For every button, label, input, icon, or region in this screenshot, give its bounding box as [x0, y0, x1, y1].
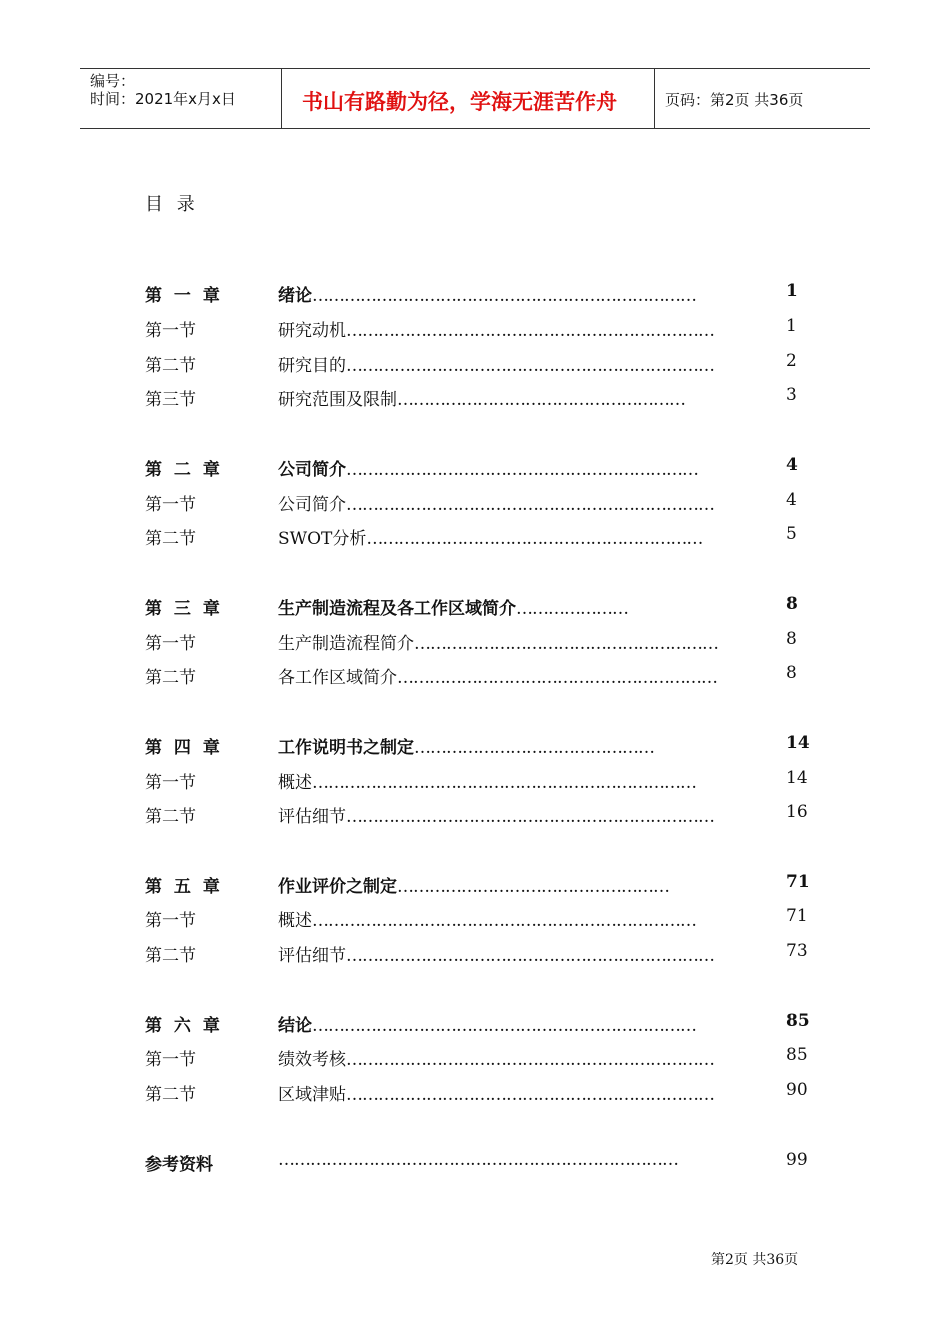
toc-dot-leader: …………………………………………………………… — [346, 356, 714, 376]
toc-page-number: 85 — [786, 1045, 808, 1065]
toc-entry-label: 第 五 章 — [145, 877, 220, 897]
toc-page-number: 3 — [786, 385, 797, 405]
toc-dot-leader: ……………………………………………………………… — [312, 773, 696, 793]
toc-dot-leader: ……………………………………… — [414, 738, 654, 758]
toc-entry-title — [278, 316, 714, 341]
toc-entry-title — [278, 455, 698, 480]
toc-dot-leader: …………………………………………………………… — [346, 495, 714, 515]
toc-entry-label: 第二节 — [145, 529, 196, 549]
toc-dot-leader: ………………………………………………………………… — [278, 1150, 678, 1170]
toc-entry-label: 第二节 — [145, 668, 196, 688]
toc-page-number: 1 — [786, 316, 797, 336]
toc-entry-title — [278, 1045, 714, 1070]
toc-dot-leader: ……………………………………………… — [397, 390, 685, 410]
toc-entry-title — [278, 385, 685, 410]
toc-entry-label: 第一节 — [145, 321, 196, 341]
toc-section-row[interactable] — [0, 1045, 950, 1071]
toc-section-row[interactable] — [0, 941, 950, 967]
toc-entry-title-text: 生产制造流程简介 — [278, 634, 414, 654]
toc-entry-label: 第一节 — [145, 911, 196, 931]
toc-section-row[interactable] — [0, 802, 950, 828]
toc-page-number: 4 — [786, 490, 797, 510]
header-page-info: 页码：第2页 共36页 — [665, 91, 804, 109]
toc-entry-title — [278, 281, 696, 306]
toc-entry-label: 第 三 章 — [145, 599, 220, 619]
toc-entry-title-text: 结论 — [278, 1016, 312, 1036]
toc-entry-title — [278, 490, 714, 515]
toc-page-number: 14 — [786, 733, 810, 753]
toc-entry-title — [278, 594, 628, 619]
toc-section-row[interactable] — [0, 490, 950, 516]
toc-entry-title — [278, 872, 669, 897]
toc-section-row[interactable] — [0, 351, 950, 377]
toc-page-number: 14 — [786, 768, 808, 788]
toc-entry-title-text: 评估细节 — [278, 946, 346, 966]
toc-entry-title-text: 区域津贴 — [278, 1085, 346, 1105]
toc-entry-label: 第一节 — [145, 495, 196, 515]
toc-dot-leader: …………………………………………………………… — [346, 946, 714, 966]
toc-entry-label: 第 一 章 — [145, 286, 220, 306]
toc-dot-leader: ………………………………………………… — [414, 634, 718, 654]
toc-dot-leader: ……………………………………………………… — [366, 529, 703, 549]
toc-entry-title-text: 公司简介 — [278, 460, 346, 480]
toc-entry-title-text: 研究范围及限制 — [278, 390, 397, 410]
toc-entry-title-text: 概述 — [278, 911, 312, 931]
toc-entry-label: 第 四 章 — [145, 738, 220, 758]
toc-entry-title — [278, 733, 654, 758]
toc-entry-title-text: 作业评价之制定 — [278, 877, 397, 897]
toc-entry-title — [278, 768, 696, 793]
toc-section-row[interactable] — [0, 906, 950, 932]
toc-entry-label: 第三节 — [145, 390, 196, 410]
toc-entry-title — [278, 941, 714, 966]
toc-entry-title — [278, 351, 714, 376]
toc-section-row[interactable] — [0, 768, 950, 794]
toc-entry-title-text: 评估细节 — [278, 807, 346, 827]
toc-page-number: 73 — [786, 941, 808, 961]
toc-page-number: 5 — [786, 524, 797, 544]
toc-entry-title-text: 绩效考核 — [278, 1050, 346, 1070]
document-time: 时间：2021年x月x日 — [90, 90, 236, 108]
toc-references-row[interactable] — [0, 1150, 950, 1176]
toc-dot-leader: …………………………………………… — [397, 877, 669, 897]
toc-entry-label: 第 六 章 — [145, 1016, 220, 1036]
toc-entry-title — [278, 1011, 696, 1036]
toc-entry-title-text: SWOT分析 — [278, 529, 367, 549]
toc-dot-leader: …………………………………………………………… — [346, 321, 714, 341]
toc-chapter-row[interactable] — [0, 594, 950, 620]
toc-entry-label: 第一节 — [145, 773, 196, 793]
toc-section-row[interactable] — [0, 385, 950, 411]
toc-entry-title-text: 研究目的 — [278, 356, 346, 376]
toc-dot-leader: …………………………………………………… — [397, 668, 717, 688]
toc-dot-leader: …………………………………………………………… — [346, 807, 714, 827]
document-number-label: 编号： — [90, 72, 136, 90]
toc-page-number: 16 — [786, 802, 808, 822]
toc-dot-leader: ……………………………………………………………… — [312, 1016, 696, 1036]
page-header — [80, 68, 870, 129]
toc-entry-title — [278, 1080, 714, 1105]
toc-entry-title — [278, 1150, 678, 1170]
footer-page-info: 第2页 共36页 — [711, 1252, 799, 1268]
toc-section-row[interactable] — [0, 663, 950, 689]
toc-entry-title — [278, 906, 696, 931]
toc-page-number: 8 — [786, 594, 798, 614]
toc-chapter-row[interactable] — [0, 1011, 950, 1037]
toc-entry-title — [278, 629, 718, 654]
toc-entry-label: 第二节 — [145, 807, 196, 827]
toc-entry-label: 参考资料 — [145, 1155, 213, 1175]
toc-entry-title-text: 研究动机 — [278, 321, 346, 341]
toc-entry-label: 第二节 — [145, 1085, 196, 1105]
toc-chapter-row[interactable] — [0, 733, 950, 759]
toc-page-number: 2 — [786, 351, 797, 371]
toc-entry-label: 第一节 — [145, 634, 196, 654]
toc-page-number: 71 — [786, 906, 808, 926]
toc-chapter-row[interactable] — [0, 455, 950, 481]
toc-section-row[interactable] — [0, 629, 950, 655]
toc-entry-title-text: 生产制造流程及各工作区域简介 — [278, 599, 516, 619]
toc-title: 目 录 — [145, 194, 199, 215]
toc-entry-title-text: 工作说明书之制定 — [278, 738, 414, 758]
toc-section-row[interactable] — [0, 1080, 950, 1106]
toc-entry-title — [278, 524, 702, 549]
toc-page-number: 1 — [786, 281, 798, 301]
toc-dot-leader: ……………………………………………………………… — [312, 911, 696, 931]
toc-dot-leader: ……………………………………………………………… — [312, 286, 696, 306]
toc-entry-title-text: 各工作区域简介 — [278, 668, 397, 688]
toc-entry-title-text: 绪论 — [278, 286, 312, 306]
toc-page-number: 85 — [786, 1011, 810, 1031]
toc-section-row[interactable] — [0, 524, 950, 550]
toc-entry-label: 第 二 章 — [145, 460, 220, 480]
header-motto: 书山有路勤为径，学海无涯苦作舟 — [302, 90, 617, 114]
toc-entry-label: 第一节 — [145, 1050, 196, 1070]
toc-chapter-row[interactable] — [0, 872, 950, 898]
toc-entry-label: 第二节 — [145, 356, 196, 376]
toc-page-number: 4 — [786, 455, 798, 475]
toc-page-number: 8 — [786, 629, 797, 649]
toc-entry-label: 第二节 — [145, 946, 196, 966]
toc-page-number: 71 — [786, 872, 810, 892]
toc-entry-title — [278, 663, 717, 688]
toc-dot-leader: …………………………………………………………… — [346, 1050, 714, 1070]
toc-dot-leader: ………………… — [516, 599, 628, 619]
toc-page-number: 99 — [786, 1150, 808, 1170]
toc-chapter-row[interactable] — [0, 281, 950, 307]
toc-dot-leader: …………………………………………………………… — [346, 1085, 714, 1105]
toc-entry-title-text: 公司简介 — [278, 495, 346, 515]
toc-dot-leader: ………………………………………………………… — [346, 460, 698, 480]
toc-page-number: 8 — [786, 663, 797, 683]
header-meta — [80, 69, 282, 128]
toc-entry-title — [278, 802, 714, 827]
header-motto-cell — [282, 69, 655, 128]
header-page-cell — [655, 69, 870, 128]
toc-entry-title-text: 概述 — [278, 773, 312, 793]
toc-section-row[interactable] — [0, 316, 950, 342]
toc-page-number: 90 — [786, 1080, 808, 1100]
